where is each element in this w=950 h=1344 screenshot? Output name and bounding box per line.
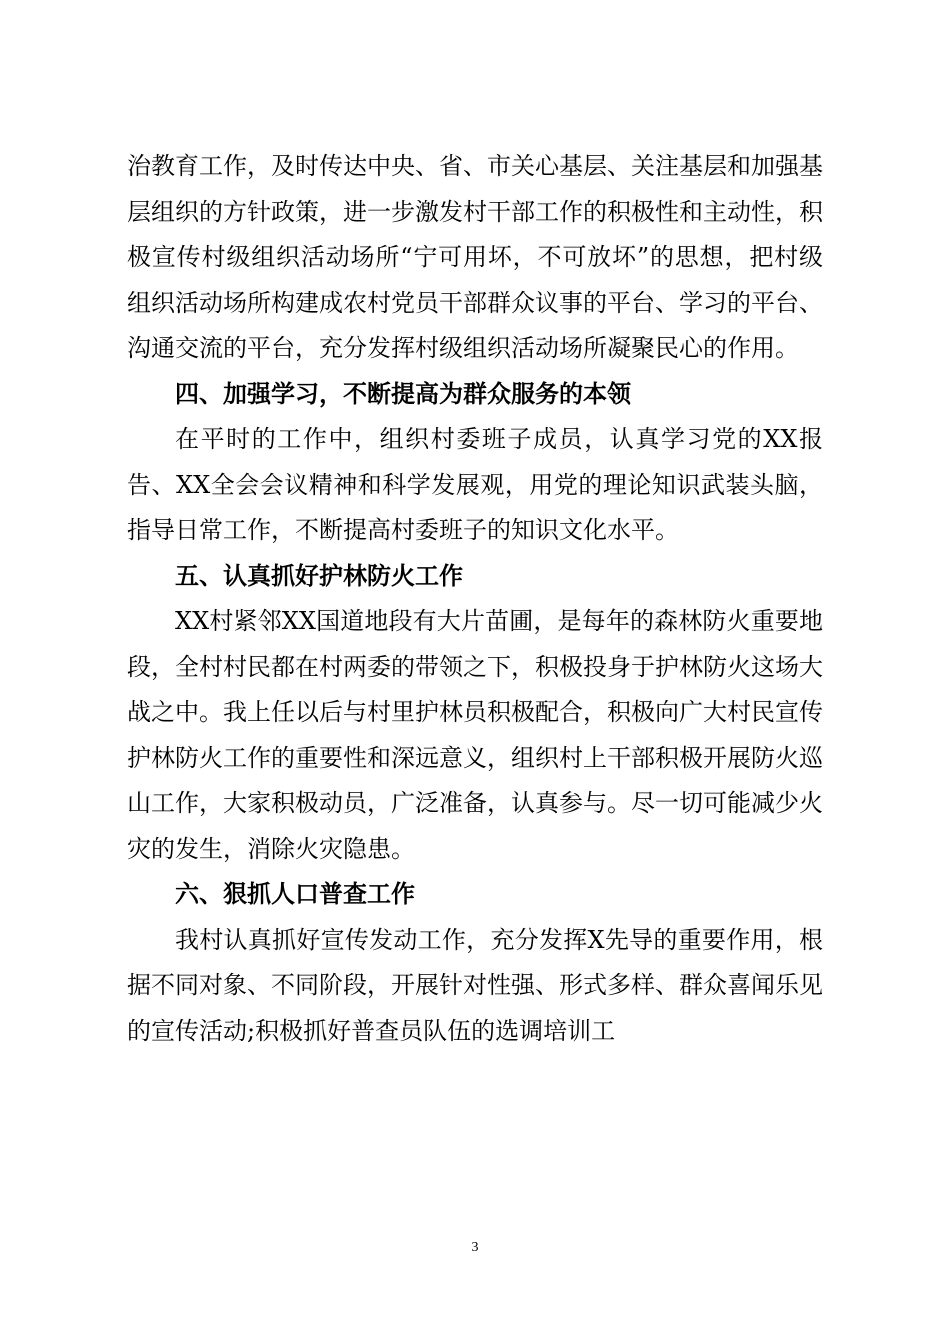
document-body <box>127 144 823 1054</box>
paragraph-continuation: 治教育工作，及时传达中央、省、市关心基层、关注基层和加强基层组织的方针政策，进一步激发村干部工作的积极性和主动性，积极宣传村级组织活动场所“宁可用坏，不可放坏”的思想，把村级组织活动场所构建成农村党员干部群众议事的平台、学习的平台、沟通交流的平台，充分发挥村级组织活动场所凝聚民心的作用。 <box>127 152 823 362</box>
page-number: 3 <box>471 1240 479 1255</box>
paragraph-section-4: 在平时的工作中，组织村委班子成员，认真学习党的XX报告、XX全会会议精神和科学发展观，用党的理论知识武装头脑，指导日常工作，不断提高村委班子的知识文化水平。 <box>127 425 823 544</box>
paragraph-section-5: XX村紧邻XX国道地段有大片苗圃，是每年的森林防火重要地段，全村村民都在村两委的带领之下，积极投身于护林防火这场大战之中。我上任以后与村里护林员积极配合，积极向广大村民宣传护林防火工作的重要性和深远意义，组织村上干部积极开展防火巡山工作，大家积极动员，广泛准备，认真参与。尽一切可能减少火灾的发生，消除火灾隐患。 <box>127 607 823 863</box>
section-heading-6: 六、狠抓人口普查工作 <box>175 880 415 908</box>
paragraph-section-6: 我村认真抓好宣传发动工作，充分发挥X先导的重要作用，根据不同对象、不同阶段，开展针对性强、形式多样、群众喜闻乐见的宣传活动;积极抓好普查员队伍的选调培训工 <box>127 925 823 1045</box>
section-heading-4: 四、加强学习，不断提高为群众服务的本领 <box>175 379 631 408</box>
section-heading-5: 五、认真抓好护林防火工作 <box>175 561 463 590</box>
